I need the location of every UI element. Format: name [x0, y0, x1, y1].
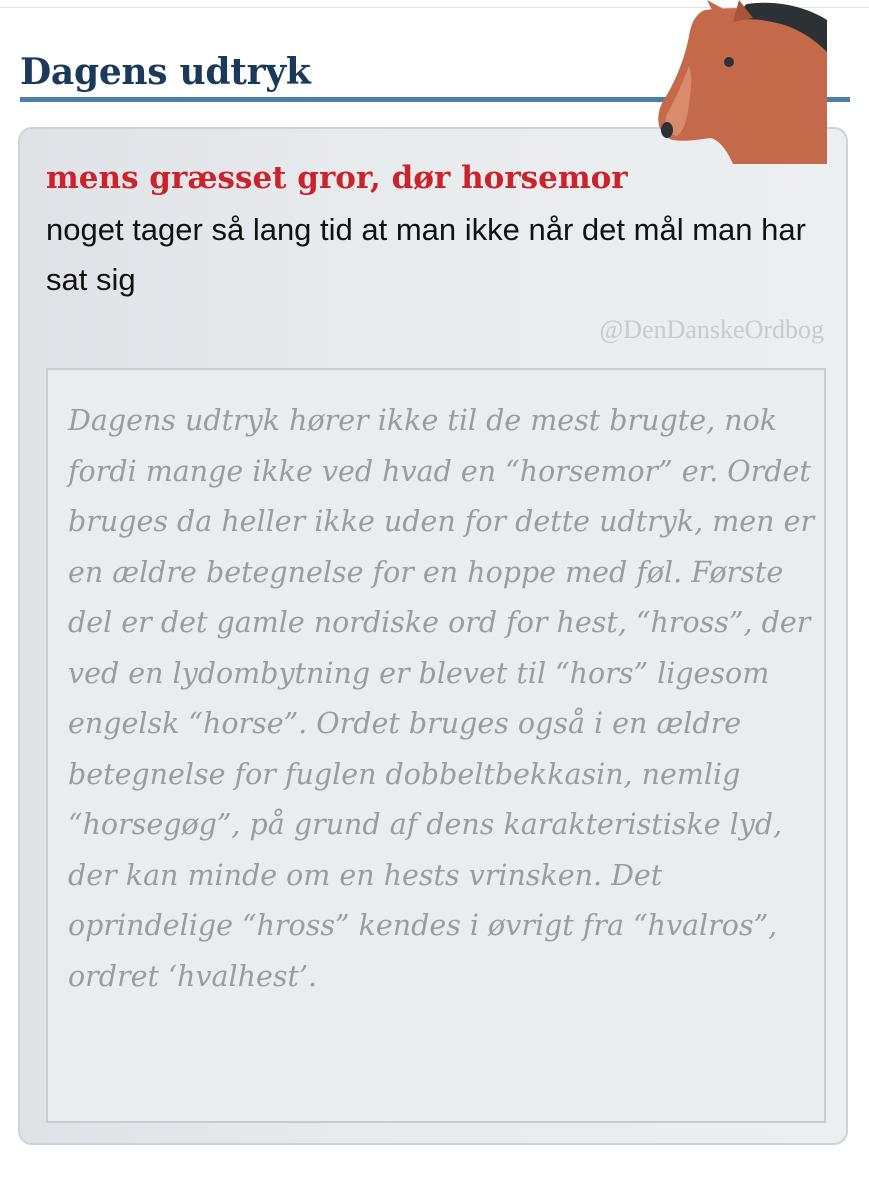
page-title: Dagens udtryk	[20, 51, 311, 93]
explanation-box	[46, 368, 826, 1123]
expression-card	[18, 127, 848, 1145]
expression-headword: mens græsset gror, dør horsemor	[46, 160, 628, 196]
explanation-text: Dagens udtryk hører ikke til de mest brugte, nok fordi mange ikke ved hvad en “horsemor” er. Ordet bruges da heller ikke uden for dette udtryk, men er en ældre betegnelse for en hoppe med føl. Første del er det gamle nordiske ord for hest, “hross”, der ved en lydombytning er blevet til “hors” ligesom engelsk “horse”. Ordet bruges også i en ældre betegnelse for fuglen dobbeltbekkasin, nemlig “horsegøg”, på grund af dens karakteristiske lyd, der kan minde om en hests vrinsken. Det oprindelige “hross” kendes i øvrigt fra “hvalros”, ordret ‘hvalhest’.	[68, 404, 815, 993]
source-credit: @DenDanskeOrdbog	[599, 315, 824, 344]
expression-definition: noget tager så lang tid at man ikke når det mål man har sat sig	[46, 212, 806, 297]
horse-icon	[655, 0, 830, 164]
